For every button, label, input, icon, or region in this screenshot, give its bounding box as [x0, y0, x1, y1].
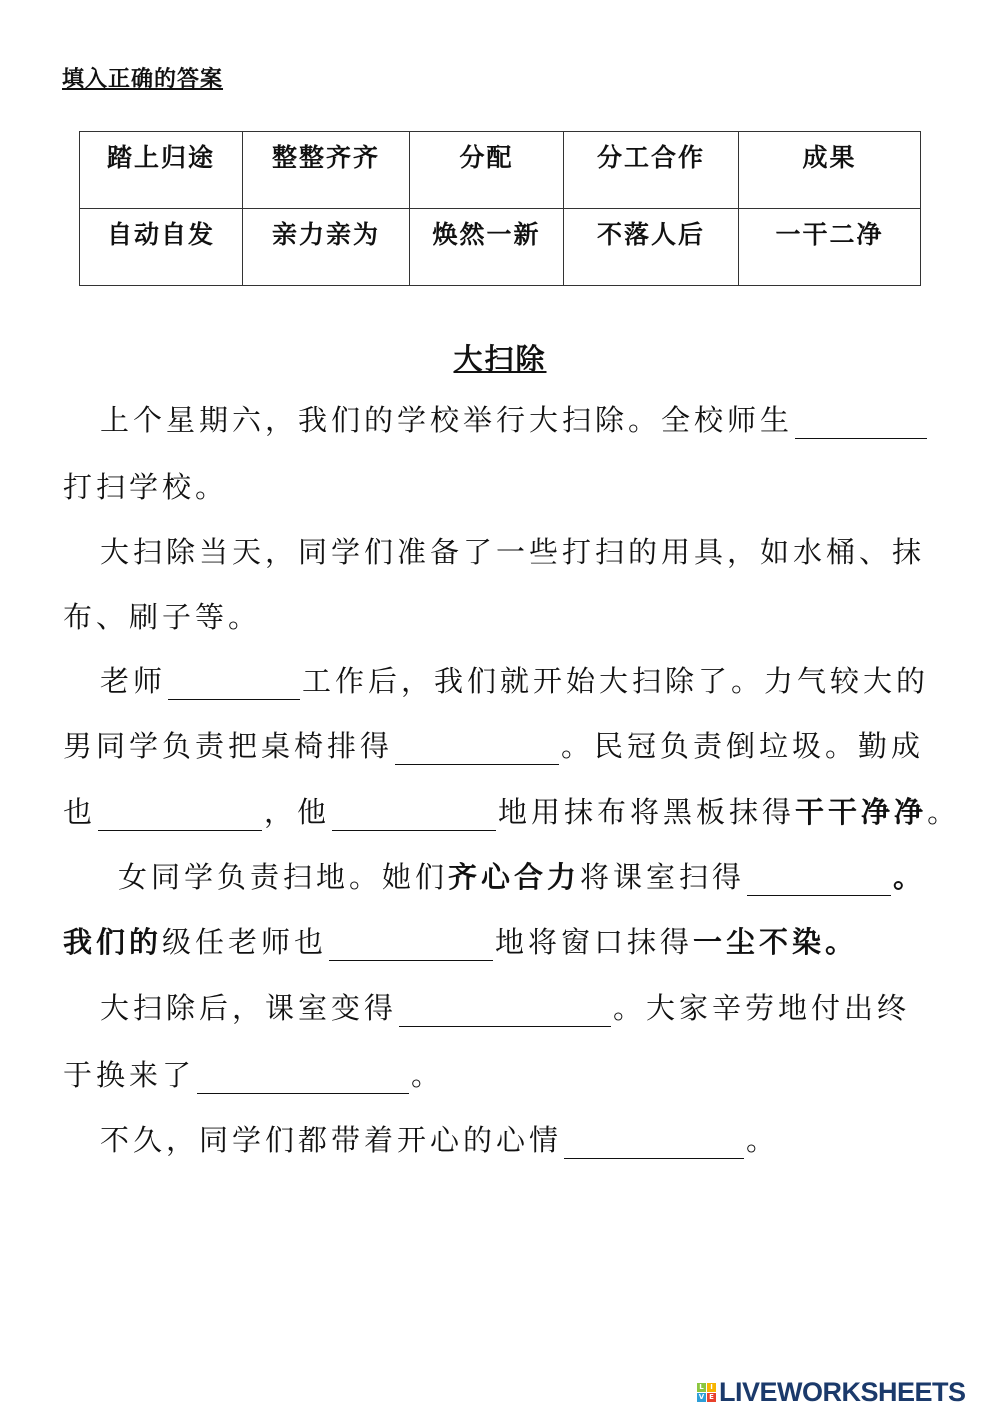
- answer-blank-3[interactable]: [395, 734, 559, 765]
- passage-line: [100, 988, 910, 1028]
- word-bank-cell: 分工合作: [564, 132, 739, 209]
- word-bank-cell: 成果: [739, 132, 921, 209]
- text: 于换来了: [63, 1058, 196, 1092]
- text: 将课室扫得: [580, 860, 746, 894]
- logo-cube: V: [698, 1393, 705, 1401]
- answer-blank-8[interactable]: [399, 996, 611, 1027]
- bold-text: 我们的: [63, 925, 163, 959]
- word-bank-cell: 不落人后: [564, 209, 739, 286]
- logo-cube: E: [707, 1393, 716, 1402]
- text: ，他: [264, 795, 331, 829]
- text: 女同学负责扫地。她们: [118, 860, 449, 894]
- word-bank-cell: 自动自发: [80, 209, 243, 286]
- logo-cubes-icon: [697, 1383, 716, 1402]
- text: 也: [63, 795, 97, 829]
- bold-text: 干干净净: [795, 795, 928, 829]
- word-bank-cell: 一干二净: [739, 209, 921, 286]
- word-bank-row: [80, 132, 921, 209]
- liveworksheets-logo: [697, 1377, 966, 1408]
- passage-title-wrap: [0, 337, 1000, 378]
- logo-cube: L: [697, 1383, 706, 1392]
- word-bank-cell: 整整齐齐: [243, 132, 410, 209]
- bold-text: 一尘不染。: [693, 925, 859, 959]
- text: 。: [927, 795, 961, 829]
- passage-line: [63, 922, 858, 962]
- word-bank-row: [80, 209, 921, 286]
- text: 布、刷子等。: [63, 600, 262, 634]
- text: 。: [411, 1058, 445, 1092]
- answer-blank-2[interactable]: [168, 669, 300, 700]
- passage-line: [63, 792, 960, 832]
- passage-line: [63, 726, 924, 766]
- text: 级任老师也: [162, 925, 328, 959]
- text: 。: [893, 860, 927, 894]
- text: 。民冠负责倒垃圾。勤成: [561, 729, 925, 763]
- word-bank-cell: 焕然一新: [410, 209, 564, 286]
- text: 地用抹布将黑板抹得: [498, 795, 796, 829]
- answer-blank-6[interactable]: [747, 865, 891, 896]
- passage-line: [118, 857, 926, 897]
- instruction-heading: 填入正确的答案: [62, 67, 224, 92]
- passage-line: [100, 532, 925, 572]
- passage-line: [100, 661, 929, 701]
- passage-line: [63, 597, 261, 637]
- answer-blank-4[interactable]: [98, 800, 262, 831]
- logo-text: LIVEWORKSHEETS: [719, 1377, 966, 1407]
- text: 男同学负责把桌椅排得: [63, 729, 394, 763]
- passage-line: [100, 1120, 779, 1160]
- passage-title: 大扫除: [453, 342, 547, 376]
- passage-line: [100, 400, 929, 440]
- text: 打扫学校。: [63, 470, 229, 504]
- text: 上个星期六，我们的学校举行大扫除。全校师生: [100, 403, 794, 437]
- word-bank-table: [79, 131, 921, 286]
- word-bank-cell: 分配: [410, 132, 564, 209]
- text: 地将窗口抹得: [495, 925, 694, 959]
- bold-text: 齐心合力: [448, 860, 581, 894]
- text: 大扫除当天，同学们准备了一些打扫的用具，如水桶、抹: [100, 535, 926, 569]
- passage-line: [63, 467, 228, 507]
- word-bank-cell: 亲力亲为: [243, 209, 410, 286]
- text: 不久，同学们都带着开心的心情: [100, 1123, 563, 1157]
- text: 老师: [100, 664, 167, 698]
- answer-blank-7[interactable]: [329, 930, 493, 961]
- answer-blank-1[interactable]: [795, 408, 927, 439]
- answer-blank-10[interactable]: [564, 1128, 744, 1159]
- logo-cube: I: [707, 1383, 716, 1392]
- text: 。: [746, 1123, 780, 1157]
- passage-line: [63, 1055, 444, 1095]
- text: 工作后，我们就开始大扫除了。力气较大的: [302, 664, 930, 698]
- answer-blank-5[interactable]: [332, 800, 496, 831]
- text: 。大家辛劳地付出终: [613, 991, 911, 1025]
- text: 大扫除后，课室变得: [100, 991, 398, 1025]
- word-bank-cell: 踏上归途: [80, 132, 243, 209]
- answer-blank-9[interactable]: [197, 1063, 409, 1094]
